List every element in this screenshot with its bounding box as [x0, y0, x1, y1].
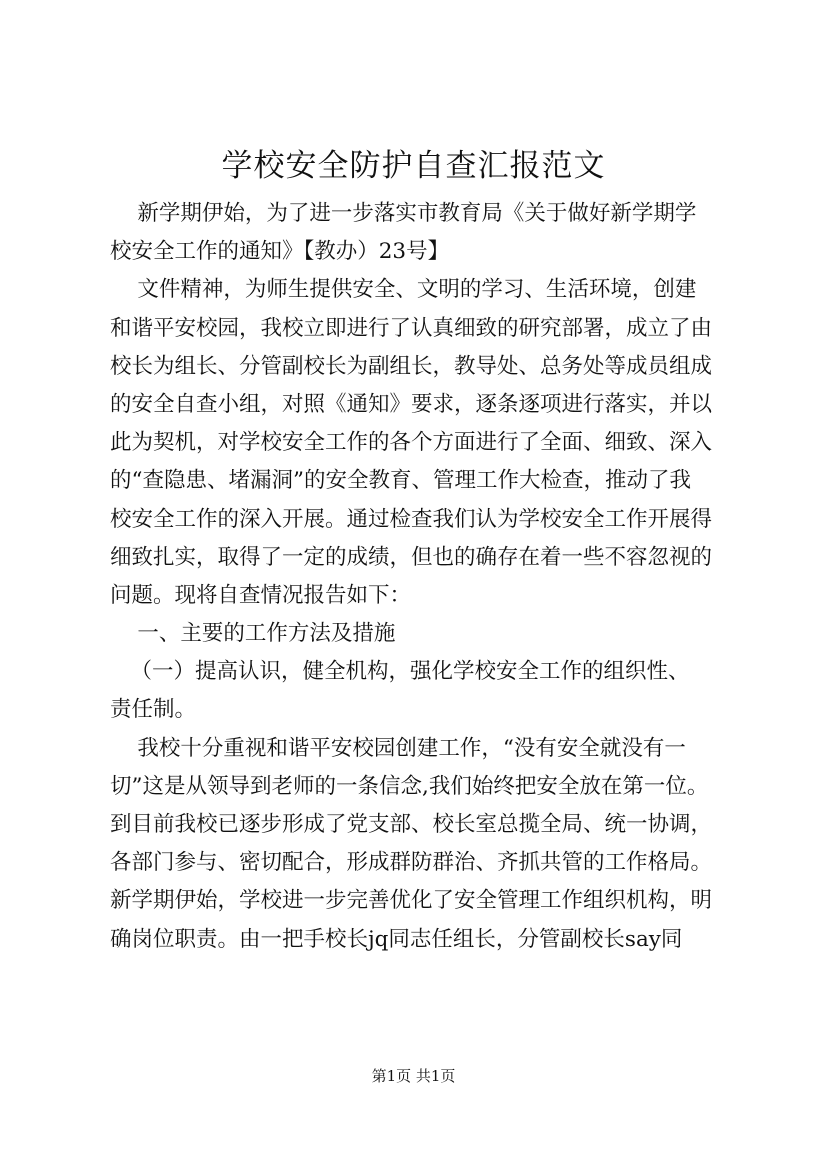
document-body	[110, 195, 750, 959]
text-line: 此为契机，对学校安全工作的各个方面进行了全面、细致、深入	[110, 430, 713, 456]
text-line: 确岗位职责。由一把手校长jq同志任组长，分管副校长say同	[110, 926, 683, 952]
section-heading: 一、主要的工作方法及措施	[110, 621, 396, 647]
text-line: 的安全自查小组，对照《通知》要求，逐条逐项进行落实，并以	[110, 391, 713, 417]
text-line: 校长为组长、分管副校长为副组长，教导处、总务处等成员组成	[110, 353, 713, 379]
text-line: 和谐平安校园，我校立即进行了认真细致的研究部署，成立了由	[110, 315, 713, 341]
text-line: 校安全工作的深入开展。通过检查我们认为学校安全工作开展得	[110, 506, 713, 532]
document-title: 学校安全防护自查汇报范文	[221, 148, 606, 184]
text-line: 文件精神，为师生提供安全、文明的学习、生活环境，创建	[110, 277, 697, 303]
subsection-heading: （一）提高认识，健全机构，强化学校安全工作的组织性、	[110, 659, 690, 685]
text-line: 切”这是从领导到老师的一条信念,我们始终把安全放在第一位。	[110, 773, 709, 799]
text-line: 问题。现将自查情况报告如下：	[110, 582, 412, 608]
text-line: 新学期伊始，为了进一步落实市教育局《关于做好新学期学	[110, 201, 697, 226]
text-line: 细致扎实，取得了一定的成绩，但也的确存在着一些不容忽视的	[110, 544, 713, 570]
text-line: 各部门参与、密切配合，形成群防群治、齐抓共管的工作格局。	[110, 850, 713, 876]
text-line: 我校十分重视和谐平安校园创建工作，“没有安全就没有一	[110, 735, 686, 761]
text-line: 校安全工作的通知》【教办）23号】	[110, 239, 450, 265]
page-footer: 第1页 共1页	[371, 1067, 456, 1085]
text-line: 的“查隐患、堵漏洞”的安全教育、管理工作大检查，推动了我	[110, 468, 691, 494]
text-line: 到目前我校已逐步形成了党支部、校长室总揽全局、统一协调，	[110, 812, 713, 837]
text-line: 责任制。	[110, 697, 197, 723]
text-line: 新学期伊始，学校进一步完善优化了安全管理工作组织机构，明	[110, 888, 713, 914]
